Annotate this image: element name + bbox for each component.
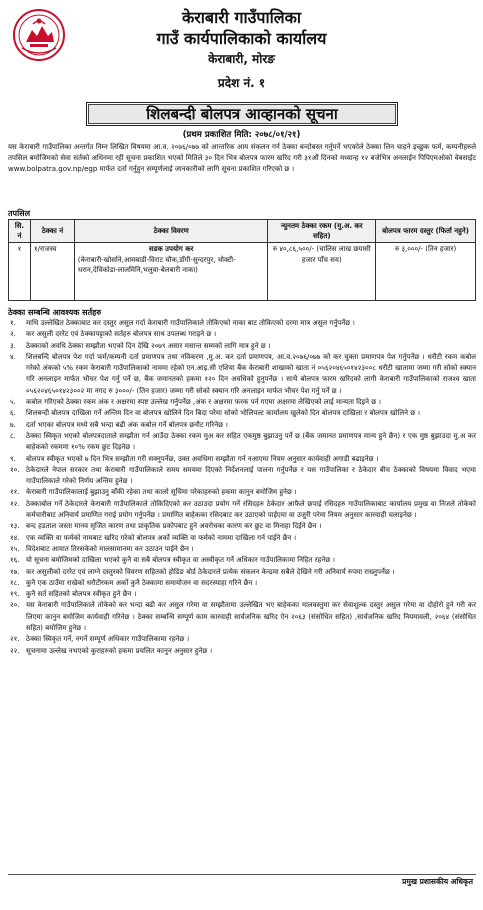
notice-title-box xyxy=(86,102,398,126)
list-item xyxy=(8,589,476,600)
term-text: कुनै सर्त सहितको बोलपत्र स्वीकृत हुने छैन । xyxy=(26,590,137,599)
term-number: ९. xyxy=(10,454,16,463)
term-text: ठेक्काबोल गर्ने ठेकेदारले केराबारी गाउँपालिकाले तोकिदिएको कर उठाउदा प्रयोग गर्ने रसिदहरु ठेकेदार आफैले छपाई रसिदहरु गाउँपालिकाबाट कार्यालय प्रमुख वा निजले तोकेको कर्मचारीबाट अनिवार्य प्रमाणित गराई प्रयोग गर्नुपर्नेछ । प्रमाणित बाहेकका रसिदबाट कर उठाएको पाईएमा वा उजुरी परेमा नियम अनुसार कारवाही चलाइनेछ । xyxy=(26,499,476,520)
term-text: कुनै एक ठाउँमा राखेको धरौटीरकम अर्को कुनै ठेक्कामा समायोजन वा सदरस्याहा गरिने छैन । xyxy=(26,578,258,587)
list-item xyxy=(8,352,476,397)
term-text: बोलपत्र स्वीकृत भएको ७ दिन भित्र सम्झौता गरी सक्नुपर्नेछ, उक्त अवधिमा सम्झौता गर्न नआएमा नियम अनुसार कार्यवाही अगाडी बढाइनेछ । xyxy=(26,454,379,463)
term-text: शिलबन्दी बोलपत्र दाखिला गर्ने अन्तिम दिन वा बोलपत्र खोलिने दिन बिदा परेमा सोको भोलिपल्ट कार्यालय खुलेको दिन बोलपत्र दाखिला र बोलपत्र खोलिने छ । xyxy=(26,409,420,418)
municipality-name: केराबारी गाउँपालिका xyxy=(181,8,302,27)
col-header-sn: सि. नं xyxy=(9,220,31,243)
term-text: एक व्यक्ति वा फर्मको नामबाट खरिद गरेको बोलपत्र अर्को व्यक्ति वा फर्मको नाममा दाखिला गर्न पाईने छैन । xyxy=(26,533,297,542)
term-text: कर असुलीको दररेट एवं लाग्ने दस्तुरको विवरण सहितको होडिङ बोर्ड ठेकेदारले प्रत्येक संकलन केन्द्रमा सबैले देखिने गरी अनिवार्य रुपमा राख्नुपर्नेछ । xyxy=(26,567,395,576)
list-item xyxy=(8,408,476,419)
term-number: १३. xyxy=(10,522,20,531)
list-item xyxy=(8,487,476,498)
list-item xyxy=(8,499,476,522)
list-item xyxy=(8,397,476,408)
publication-date: (प्रथम प्रकाशित मिति: २०७८/०१/२१) xyxy=(182,130,301,140)
term-number: २. xyxy=(10,330,16,339)
col-header-contract-no: ठेक्का नं xyxy=(30,220,74,243)
term-number: १४. xyxy=(10,533,20,542)
list-item xyxy=(8,420,476,431)
term-text: ठेक्का स्विकृत गर्ने, नगर्ने सम्पूर्ण अधिकार गाउँपालिकामा रहनेछ । xyxy=(26,635,190,644)
list-item xyxy=(8,341,476,352)
cell-description-title: सडक उपयोग कर xyxy=(148,245,194,253)
footer-divider xyxy=(8,874,476,875)
term-text: कर असुली दररेट एवं ठेक्कापट्टाको सर्तहरु बोलपत्र साथ उपलब्ध गराइने छ । xyxy=(26,330,217,339)
term-text: बन्द हडताल जस्ता मानव सृजित कारण तथा प्राकृतिक प्रकोपबाट हुने अवरोधका कारण कर छुट वा मिनाहा दिईने छैन । xyxy=(26,522,322,531)
tender-table xyxy=(8,219,476,301)
term-text: दर्ता भएका बोलपत्र मध्ये सबै भन्दा बढी अंक कबोल गर्ने बोलपत्र छनौट गरिनेछ । xyxy=(26,420,228,429)
signatory-title: प्रमुख प्रशासकीय अधिकृत xyxy=(402,877,473,886)
term-text: सूचनामा उल्लेख नभएको कुराहरुको हकमा प्रचलित कानुन अनुसार हुनेछ । xyxy=(26,646,213,655)
col-header-min-amount: न्युनतम ठेक्का रकम (मु.अ. कर सहित) xyxy=(268,220,376,243)
list-item xyxy=(8,533,476,544)
cell-description-body: (केराबारी-खोर्साने,आमबाडी-विराट चौक,डाँगी-सुन्दरपुर, चोक्टी-धरान,देविकोडा-लालमिनि,भलुवा-बेलबारी नाका) xyxy=(77,255,236,274)
list-item xyxy=(8,578,476,589)
term-text: यस केराबारी गाउँपालिकाले तोकेको कर भन्दा बढी कर असुल गरेमा वा सम्झौतामा उल्लेखित भए बाहेकका मालवस्तुमा कर सेवाशुल्क दस्तुर असुल गरेमा वा दोहोरो हुने गरी कर लिएमा कानुन बमोजिम कार्यवाही गरिनेछ । ठेक्का सम्बन्धि सम्पूर्ण काम कारवाही सार्वजनिक खरिद ऐन २०६३ (संसोधित सहित) ,सार्वजनिक खरिद नियमावली, २०६४ (संसोधित सहित) बमोजिम हुनेछ । xyxy=(26,601,476,633)
notice-intro: यस केराबारी गाउँपालिका अन्तर्गत निम्न लिखित विषयमा आ.व. २०७६/०७७ को आन्तरिक आय संकलन गर्न ठेक्का बन्दोबस्त गर्नुपर्ने भएकोले ठेक्का लिन चाहने इच्छुक फर्म, कम्पनीहरुले तपसिल बमोजिमको सेवा सर्तको अधिनमा रही सूचना प्रकाशित भएको मितिले ३० दिन भित्र बोलपत्र फारम खरिद गरी ३१औं दिनको मध्यान्ह १२ बजेभित्र अनलाईन पिपिएमओको वेबसाईट www.bolpatra.gov.np/egp मार्फत दर्ता गर्नुहुन सम्पूर्णलाई जानकारीको लागि सूचना प्रकाशित गरिएको छ । xyxy=(8,143,476,174)
term-text: शिलबन्दि बोलपत्र पेश गर्दा फर्म/कम्पनी दर्ता प्रमाणपत्र तथा नविकरण ,मु.अ. कर दर्ता प्रमाणपत्र, आ.व.२०७६/०७७ को कर चुक्ता प्रमाणपत्र पेश गर्नुपर्नेछ । धरौटी रकम कबोल गरेको अंकको ५% रकम केराबारी गाउँपालिकाको नाममा रहेको एन.आइ.सी एशिया बैंक केराबारी शाखाको खाता नं ०५६२०४६५०१४२३००८ धरौटी खातामा जम्मा गरी सोको स्क्यान गरि अनलाइन मार्फत भौचर पेश गर्नु पर्ने छ, बैंक जमानतको हकमा १२० दिन अवधिको हुनुपर्नेछ । साथै बोलपत्र फारम खरिदको लागी केराबारी गाउँपालिकाको राजश्व खाता ०५६२०४६५०१४२३००२ मा नगद रु ३०००/- (तिन हजार) जम्मा गरी सोको स्क्यान गरि अनलाइन मार्फत भौचर पेश गर्नु पर्ने छ । xyxy=(26,352,476,395)
term-text: ठेक्काको अवधि ठेक्का सम्झौता भएको दिन देखि २०७९ असार मसान्त सम्मको लागि मात्र हुने छ । xyxy=(26,341,271,350)
notice-title: शिलबन्दी बोलपत्र आव्हानको सूचना xyxy=(88,104,396,124)
province-name: प्रदेश नं. १ xyxy=(217,76,266,90)
term-number: १०. xyxy=(10,465,20,474)
term-text: ठेकेदारले नेपाल सरकार तथा केराबारी गाउँपालिकाले समय समयमा दिएको निर्देशनलाई पालना गर्नुपर्नेछ र यस गाउँपालिका र ठेकेदार बीच ठेक्काको विषयमा विवाद भएमा गाउँपालिकाले गरेको निर्णय अन्तिम हुनेछ । xyxy=(26,465,476,486)
term-number: १८. xyxy=(10,578,20,587)
col-header-description: ठेक्का विवरण xyxy=(74,220,268,243)
terms-heading: ठेक्का सम्बन्धि आवश्यक सर्तहरु xyxy=(8,308,102,317)
table-header-row xyxy=(9,220,476,243)
term-text: यो सूचना बमोजिमको दाखिला भएको कुनै वा सबै बोलपत्र स्वीकृत वा अस्वीकृत गर्ने अधिकार गाउँपालिकामा निहित रहनेछ । xyxy=(26,556,336,565)
term-number: १५. xyxy=(10,544,20,553)
term-number: १९. xyxy=(10,590,20,599)
term-number: ११. xyxy=(10,488,20,497)
term-text: माथि उल्लेखित ठेक्काबाट कर दस्तुर असुल गर्दा केराबारी गाउँपालिकाले तोकिएको नाका बाट तोकिएको दरमा मात्र असुल गर्नुपर्नेछ । xyxy=(26,319,355,327)
terms-list xyxy=(8,318,476,657)
list-item xyxy=(8,431,476,454)
term-number: १७. xyxy=(10,567,20,576)
term-text: ठेक्का स्विकृत भएको बोलपत्रदाताले सम्झौता गर्न आउँदा ठेक्का रकम मुअ कर सहित एकमुष्ठ बुझाउनु पर्ने छ (बैंक जमानत प्रमाणपत्र मान्य हुने छैन) र एक मुष्ठ बुझाउदा मु.अ कर बाहेकको रकममा १०% रकम छुट दिइनेछ । xyxy=(26,431,476,452)
term-text: कबोल गरिएको ठेक्का रकम अंक र अक्षरमा स्पष्ट उल्लेख गर्नुपर्नेछ ,अंक र अक्षरमा फरक पर्न गएमा अक्षरमा लेखिएको लाई मान्यता दिइने छ । xyxy=(26,398,381,407)
list-item xyxy=(8,567,476,578)
list-item xyxy=(8,454,476,465)
cell-min-amount: रु ४०,८६,५००/- (चालिस लाख छयासी हजार पाँच सय) xyxy=(268,243,376,301)
term-number: ४. xyxy=(10,352,16,361)
cell-form-fee: रु ३,०००/- (तिन हजार) xyxy=(376,243,476,301)
cell-sn: १ xyxy=(9,243,31,301)
col-header-form-fee: बोलपत्र फारम दस्तुर (फिर्ता नहुने) xyxy=(376,220,476,243)
list-item xyxy=(8,634,476,645)
schedule-label: तपसिल xyxy=(8,209,31,218)
cell-contract-no: १/राजस्व xyxy=(30,243,74,301)
list-item xyxy=(8,555,476,566)
table-row xyxy=(9,243,476,301)
term-number: १६. xyxy=(10,556,20,565)
term-number: ८. xyxy=(10,431,16,440)
list-item xyxy=(8,318,476,329)
list-item xyxy=(8,521,476,532)
term-number: ७. xyxy=(10,420,16,429)
list-item xyxy=(8,329,476,340)
letterhead xyxy=(0,0,483,98)
term-number: ५. xyxy=(10,398,16,407)
list-item xyxy=(8,465,476,488)
cell-description xyxy=(74,243,268,301)
office-name: गाउँ कार्यपालिकाको कार्यालय xyxy=(156,29,327,48)
list-item xyxy=(8,646,476,657)
term-number: ३. xyxy=(10,341,16,350)
term-number: २१. xyxy=(10,635,20,644)
list-item xyxy=(8,544,476,555)
list-item xyxy=(8,600,476,634)
term-number: १. xyxy=(10,319,16,327)
office-address: केराबारी, मोरङ xyxy=(208,52,275,66)
term-number: १२. xyxy=(10,499,20,508)
term-number: २२. xyxy=(10,646,20,655)
term-number: २०. xyxy=(10,601,20,610)
term-text: केराबारी गाउँपालिकालाई बुझाउनु बाँकी रहेका तथा कालो सूचिमा परेकाहरुको हकमा कानुन बमोजिम हुनेछ । xyxy=(26,488,297,497)
term-number: ६. xyxy=(10,409,16,418)
term-text: विदेशबाट आयात तिरसकेको मालसामानमा कर उठाउन पाईने छैन । xyxy=(26,544,194,553)
